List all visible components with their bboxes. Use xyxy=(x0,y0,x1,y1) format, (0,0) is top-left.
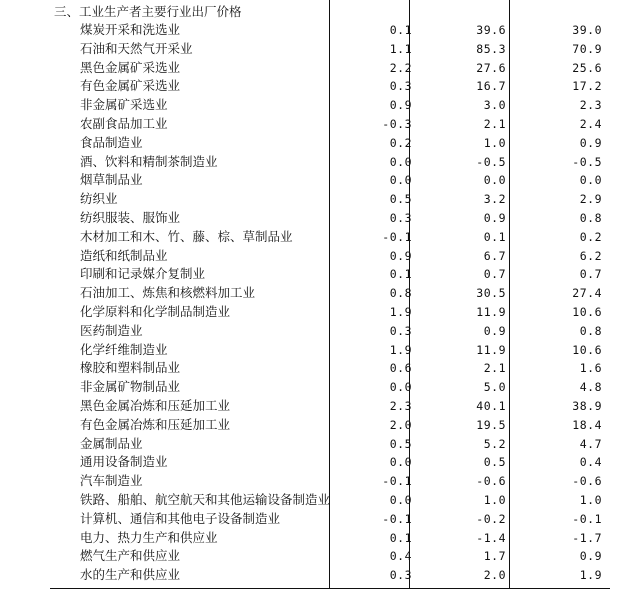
industry-name: 非金属矿采选业 xyxy=(80,97,168,113)
table-row xyxy=(50,190,610,209)
table-row xyxy=(50,247,610,266)
table-row xyxy=(50,416,610,435)
industry-name: 木材加工和木、竹、藤、棕、草制品业 xyxy=(80,228,293,244)
table-row xyxy=(50,529,610,548)
year-on-year-value: -0.2 xyxy=(476,511,506,526)
table-row xyxy=(50,303,610,322)
month-on-month-value: -0.3 xyxy=(382,117,412,131)
month-on-month-value: -0.1 xyxy=(382,229,412,244)
year-on-year-value: 1.0 xyxy=(483,135,506,150)
year-on-year-value: 40.1 xyxy=(476,399,506,413)
industry-name: 石油加工、炼焦和核燃料加工业 xyxy=(80,285,256,301)
month-on-month-value: 0.3 xyxy=(389,323,412,338)
cumulative-value: 0.4 xyxy=(579,455,602,470)
cumulative-value: 6.2 xyxy=(579,248,602,263)
industry-name: 纺织业 xyxy=(80,191,118,207)
table-row xyxy=(50,134,610,153)
cumulative-value: 17.2 xyxy=(572,79,602,94)
industry-name: 印刷和记录媒介复制业 xyxy=(80,266,206,282)
table-row xyxy=(50,341,610,360)
year-on-year-value: 85.3 xyxy=(476,41,506,56)
table-row xyxy=(50,115,610,134)
cumulative-value: 1.0 xyxy=(579,493,602,507)
cumulative-value: 0.0 xyxy=(579,173,602,188)
table-row xyxy=(50,284,610,303)
year-on-year-value: 1.7 xyxy=(483,549,506,564)
month-on-month-value: 2.3 xyxy=(389,399,412,413)
month-on-month-value: 2.0 xyxy=(389,417,412,432)
cumulative-value: -0.1 xyxy=(572,511,602,526)
year-on-year-value: 5.2 xyxy=(483,436,506,451)
month-on-month-value: 0.3 xyxy=(389,211,412,225)
industry-name: 计算机、通信和其他电子设备制造业 xyxy=(80,510,281,526)
month-on-month-value: 0.1 xyxy=(389,23,412,37)
price-table xyxy=(50,0,610,589)
industry-name: 有色金属矿采选业 xyxy=(80,78,181,94)
month-on-month-value: 0.5 xyxy=(389,192,412,207)
industry-name: 酒、饮料和精制茶制造业 xyxy=(80,153,218,169)
cumulative-value: 1.6 xyxy=(579,361,602,376)
industry-name: 医药制造业 xyxy=(80,322,143,338)
industry-name: 造纸和纸制品业 xyxy=(80,247,168,263)
month-on-month-value: 0.9 xyxy=(389,248,412,263)
industry-name: 化学原料和化学制品制造业 xyxy=(80,304,231,319)
month-on-month-value: 0.0 xyxy=(389,455,412,470)
table-row xyxy=(50,171,610,190)
industry-name: 石油和天然气开采业 xyxy=(80,40,193,56)
year-on-year-value: 0.1 xyxy=(483,229,506,244)
table-row xyxy=(50,265,610,284)
year-on-year-value: 30.5 xyxy=(476,286,506,301)
table-row xyxy=(50,472,610,491)
table-row xyxy=(50,96,610,115)
industry-name: 水的生产和供应业 xyxy=(80,567,181,583)
month-on-month-value: 0.0 xyxy=(389,493,412,507)
year-on-year-value: 39.6 xyxy=(476,23,506,37)
month-on-month-value: 0.1 xyxy=(389,267,412,282)
section-title: 三、工业生产者主要行业出厂价格 xyxy=(54,4,242,19)
cumulative-value: -1.7 xyxy=(572,530,602,545)
cumulative-value: 4.8 xyxy=(579,380,602,395)
month-on-month-value: 1.9 xyxy=(389,342,412,357)
cumulative-value: 2.3 xyxy=(579,98,602,113)
year-on-year-value: -0.6 xyxy=(476,474,506,489)
table-row xyxy=(50,21,610,40)
table-row xyxy=(50,378,610,397)
table-row xyxy=(50,228,610,247)
cumulative-value: 0.8 xyxy=(579,323,602,338)
table-row xyxy=(50,359,610,378)
month-on-month-value: 0.8 xyxy=(389,286,412,301)
cumulative-value: -0.6 xyxy=(572,474,602,489)
cumulative-value: 0.8 xyxy=(579,211,602,225)
table-row xyxy=(50,322,610,341)
cumulative-value: 70.9 xyxy=(572,41,602,56)
industry-name: 铁路、船舶、航空航天和其他运输设备制造业 xyxy=(80,492,331,507)
table-row xyxy=(50,510,610,529)
month-on-month-value: -0.1 xyxy=(382,474,412,489)
year-on-year-value: 0.7 xyxy=(483,267,506,282)
year-on-year-value: 2.1 xyxy=(483,117,506,131)
year-on-year-value: -0.5 xyxy=(476,154,506,169)
table-bottom-rule xyxy=(50,588,610,589)
industry-name: 食品制造业 xyxy=(80,134,143,150)
month-on-month-value: 1.9 xyxy=(389,305,412,319)
table-row xyxy=(50,453,610,472)
industry-name: 电力、热力生产和供应业 xyxy=(80,529,218,545)
year-on-year-value: 0.9 xyxy=(483,323,506,338)
month-on-month-value: 0.0 xyxy=(389,173,412,188)
year-on-year-value: 5.0 xyxy=(483,380,506,395)
year-on-year-value: 11.9 xyxy=(476,342,506,357)
industry-name: 纺织服装、服饰业 xyxy=(80,210,181,225)
year-on-year-value: 16.7 xyxy=(476,79,506,94)
year-on-year-value: 27.6 xyxy=(476,60,506,75)
cumulative-value: 10.6 xyxy=(572,342,602,357)
cumulative-value: 4.7 xyxy=(579,436,602,451)
month-on-month-value: 1.1 xyxy=(389,41,412,56)
month-on-month-value: 0.6 xyxy=(389,361,412,376)
industry-name: 通用设备制造业 xyxy=(80,454,168,470)
industry-name: 燃气生产和供应业 xyxy=(80,548,181,564)
month-on-month-value: 0.9 xyxy=(389,98,412,113)
cumulative-value: 39.0 xyxy=(572,23,602,37)
industry-name: 非金属矿物制品业 xyxy=(80,379,181,395)
table-row xyxy=(50,77,610,96)
month-on-month-value: 0.5 xyxy=(389,436,412,451)
industry-name: 农副食品加工业 xyxy=(80,116,168,131)
table-row xyxy=(50,209,610,228)
cumulative-value: 25.6 xyxy=(572,60,602,75)
cumulative-value: 27.4 xyxy=(572,286,602,301)
cumulative-value: 2.9 xyxy=(579,192,602,207)
year-on-year-value: 2.1 xyxy=(483,361,506,376)
industry-name: 煤炭开采和洗选业 xyxy=(80,22,181,37)
month-on-month-value: 0.1 xyxy=(389,530,412,545)
industry-name: 汽车制造业 xyxy=(80,473,143,489)
year-on-year-value: 0.9 xyxy=(483,211,506,225)
month-on-month-value: 0.4 xyxy=(389,549,412,564)
industry-name: 烟草制品业 xyxy=(80,172,143,188)
cumulative-value: 0.2 xyxy=(579,229,602,244)
table-row xyxy=(50,397,610,416)
industry-name: 黑色金属矿采选业 xyxy=(80,59,181,75)
table-row xyxy=(50,153,610,172)
month-on-month-value: 0.2 xyxy=(389,135,412,150)
year-on-year-value: 0.5 xyxy=(483,455,506,470)
table-row xyxy=(50,59,610,78)
month-on-month-value: 2.2 xyxy=(389,60,412,75)
table-row xyxy=(50,547,610,566)
year-on-year-value: 3.0 xyxy=(483,98,506,113)
table-row xyxy=(50,491,610,510)
year-on-year-value: 3.2 xyxy=(483,192,506,207)
year-on-year-value: 1.0 xyxy=(483,493,506,507)
table-row xyxy=(50,566,610,585)
cumulative-value: 38.9 xyxy=(572,399,602,413)
month-on-month-value: 0.0 xyxy=(389,380,412,395)
month-on-month-value: 0.3 xyxy=(389,568,412,583)
cumulative-value: 0.9 xyxy=(579,135,602,150)
industry-name: 橡胶和塑料制品业 xyxy=(80,360,181,376)
cumulative-value: 2.4 xyxy=(579,117,602,131)
industry-name: 金属制品业 xyxy=(80,435,143,451)
year-on-year-value: -1.4 xyxy=(476,530,506,545)
year-on-year-value: 6.7 xyxy=(483,248,506,263)
industry-name: 黑色金属冶炼和压延加工业 xyxy=(80,398,231,413)
industry-name: 有色金属冶炼和压延加工业 xyxy=(80,416,231,432)
year-on-year-value: 19.5 xyxy=(476,417,506,432)
industry-name: 化学纤维制造业 xyxy=(80,341,168,357)
month-on-month-value: 0.0 xyxy=(389,154,412,169)
table-row xyxy=(50,40,610,59)
month-on-month-value: -0.1 xyxy=(382,511,412,526)
cumulative-value: 1.9 xyxy=(579,568,602,583)
cumulative-value: -0.5 xyxy=(572,154,602,169)
cumulative-value: 0.7 xyxy=(579,267,602,282)
year-on-year-value: 0.0 xyxy=(483,173,506,188)
month-on-month-value: 0.3 xyxy=(389,79,412,94)
table-row xyxy=(50,435,610,454)
year-on-year-value: 2.0 xyxy=(483,568,506,583)
cumulative-value: 0.9 xyxy=(579,549,602,564)
year-on-year-value: 11.9 xyxy=(476,305,506,319)
cumulative-value: 10.6 xyxy=(572,305,602,319)
cumulative-value: 18.4 xyxy=(572,417,602,432)
